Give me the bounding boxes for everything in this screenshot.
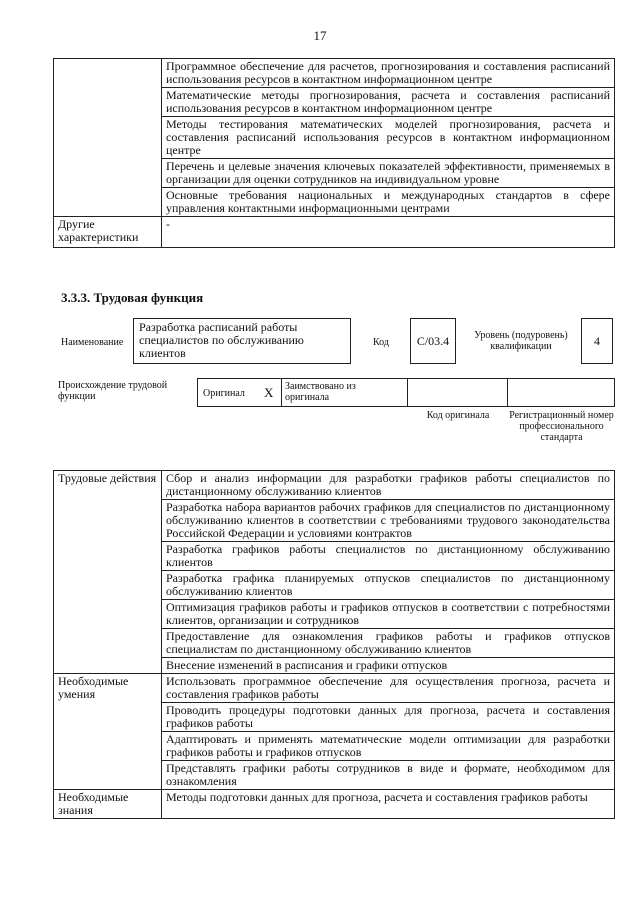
function-details-table bbox=[53, 470, 615, 819]
other-characteristics-label: Другие характеристики bbox=[54, 217, 162, 248]
borrowed-label: Заимствовано из оригинала bbox=[285, 381, 356, 403]
table-cell: Использовать программное обеспечение для осуществления прогноза, расчета и составления графиков работы bbox=[162, 674, 615, 703]
reg-number-caption: Регистрационный номер профессионального стандарта bbox=[509, 410, 614, 443]
function-name-box bbox=[133, 318, 351, 364]
table-cell: Перечень и целевые значения ключевых показателей эффективности, применяемых в организации для оценки сотрудников на индивидуальном уровне bbox=[162, 159, 615, 188]
divider bbox=[507, 378, 508, 407]
required-skills-label: Необходимые умения bbox=[54, 674, 162, 790]
function-name: Разработка расписаний работы специалистов по обслуживанию клиентов bbox=[139, 320, 304, 360]
page-number: 17 bbox=[313, 28, 327, 43]
code-box bbox=[410, 318, 456, 364]
origin-label: Происхождение трудовой функции bbox=[58, 380, 168, 402]
table-cell: Разработка графиков работы специалистов по дистанционному обслуживанию клиентов bbox=[162, 542, 615, 571]
table-cell: Внесение изменений в расписания и графики отпусков bbox=[162, 658, 615, 674]
level-box bbox=[581, 318, 613, 364]
code-value: C/03.4 bbox=[416, 333, 450, 348]
table-row bbox=[54, 59, 615, 88]
table-cell: Математические методы прогнозирования, расчета и составления расписаний использования ресурсов в контактном информационном центре bbox=[162, 88, 615, 117]
section-title: 3.3.3. Трудовая функция bbox=[61, 290, 204, 305]
table-cell: Основные требования национальных и международных стандартов в сфере управления контактными информационными центрами bbox=[162, 188, 615, 217]
code-label: Код bbox=[373, 337, 389, 348]
label-cell bbox=[54, 59, 162, 217]
divider bbox=[281, 378, 282, 407]
level-value: 4 bbox=[594, 333, 600, 348]
level-label: Уровень (подуровень) квалификации bbox=[474, 330, 568, 352]
table-row bbox=[54, 790, 615, 819]
table-row bbox=[54, 471, 615, 500]
table-cell: Представлять графики работы сотрудников в виде и формате, необходимом для ознакомления bbox=[162, 761, 615, 790]
labor-actions-label: Трудовые действия bbox=[54, 471, 162, 674]
table-cell: Оптимизация графиков работы и графиков отпусков в соответствии с потребностями клиентов, организации и сотрудников bbox=[162, 600, 615, 629]
table-cell: Сбор и анализ информации для разработки графиков работы специалистов по дистанционному обслуживанию клиентов bbox=[162, 471, 615, 500]
table-row bbox=[54, 674, 615, 703]
knowledge-table bbox=[53, 58, 615, 248]
table-cell: Методы подготовки данных для прогноза, расчета и составления графиков работы bbox=[162, 790, 615, 819]
table-cell: Разработка набора вариантов рабочих графиков для специалистов по дистанционному обслуживанию клиентов в соответствии с требованиями трудового законодательства Российской Федерации и условиями контрактов bbox=[162, 500, 615, 542]
other-characteristics-value: - bbox=[162, 217, 615, 248]
table-cell: Проводить процедуры подготовки данных для прогноза, расчета и составления графиков работы bbox=[162, 703, 615, 732]
origin-box bbox=[197, 378, 615, 407]
table-cell: Методы тестирования математических моделей прогнозирования, расчета и составления расписаний использования ресурсов в контактном информационном центре bbox=[162, 117, 615, 159]
divider bbox=[407, 378, 408, 407]
table-cell: Программное обеспечение для расчетов, прогнозирования и составления расписаний использования ресурсов в контактном информационном центре bbox=[162, 59, 615, 88]
table-row bbox=[54, 217, 615, 248]
name-label: Наименование bbox=[61, 337, 124, 348]
original-mark: X bbox=[264, 385, 274, 400]
table-cell: Разработка графика планируемых отпусков специалистов по дистанционному обслуживанию клиентов bbox=[162, 571, 615, 600]
original-label: Оригинал bbox=[203, 388, 245, 399]
required-knowledge-label: Необходимые знания bbox=[54, 790, 162, 819]
table-cell: Адаптировать и применять математические модели оптимизации для разработки графиков работы и графиков отпусков bbox=[162, 732, 615, 761]
code-original-caption: Код оригинала bbox=[426, 410, 490, 421]
table-cell: Предоставление для ознакомления графиков работы и графиков отпусков специалистам по дистанционному обслуживанию клиентов bbox=[162, 629, 615, 658]
